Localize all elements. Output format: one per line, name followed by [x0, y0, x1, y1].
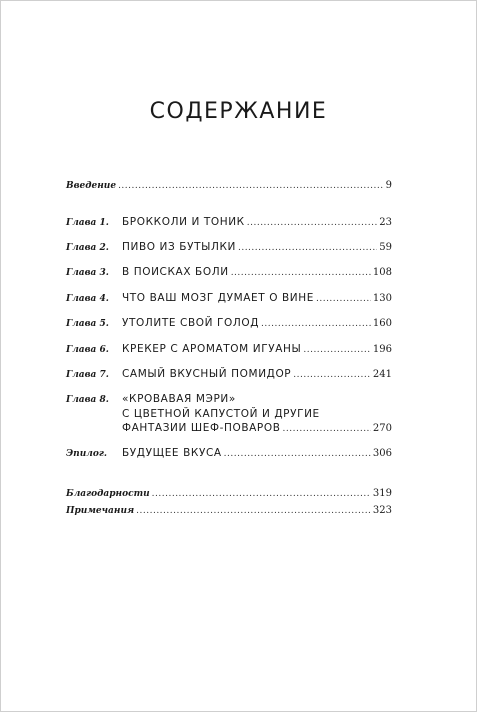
toc-entry-chapter-3[interactable]: [66, 265, 392, 280]
toc-entry-notes[interactable]: [66, 504, 392, 518]
chapter-label: Глава 1.: [66, 218, 109, 228]
dot-leader: [293, 368, 371, 382]
chapter-title-line: С ЦВЕТНОЙ КАПУСТОЙ И ДРУГИЕ: [122, 408, 320, 420]
epilogue-label: Эпилог.: [66, 449, 108, 459]
dot-leader: [283, 422, 371, 436]
chapter-title: КРЕКЕР С АРОМАТОМ ИГУАНЫ: [122, 343, 302, 355]
dot-leader: [152, 487, 371, 501]
page-number: 23: [379, 217, 392, 228]
chapter-8-line-2: [66, 407, 392, 421]
entry-label: Введение: [66, 181, 117, 191]
dot-leader: [238, 241, 377, 255]
chapter-label: Глава 8.: [66, 395, 109, 405]
toc-entry-chapter-8[interactable]: [66, 392, 392, 436]
page-number: 241: [372, 369, 392, 380]
toc-entry-chapter-2[interactable]: [66, 240, 392, 255]
chapter-8-line-1: [66, 392, 392, 407]
dot-leader: [231, 266, 371, 280]
toc-entry-chapter-5[interactable]: [66, 316, 392, 331]
dot-leader: [247, 216, 378, 230]
chapter-title-line: «КРОВАВАЯ МЭРИ»: [122, 393, 236, 405]
toc-entry-chapter-1[interactable]: [66, 215, 392, 230]
dot-leader: [303, 343, 371, 357]
dot-leader: [224, 447, 371, 461]
page-number: 306: [372, 448, 392, 459]
entry-label: Благодарности: [66, 489, 150, 499]
chapter-title-line: ФАНТАЗИИ ШЕФ-ПОВАРОВ: [122, 422, 281, 434]
toc-entry-acknowledgements[interactable]: [66, 487, 392, 501]
toc-entry-chapter-4[interactable]: [66, 291, 392, 306]
toc-entry-epilogue[interactable]: [66, 446, 392, 461]
toc-entry-chapter-6[interactable]: [66, 342, 392, 357]
chapter-title: В ПОИСКАХ БОЛИ: [122, 266, 229, 278]
chapter-8-line-3: [66, 421, 392, 436]
chapter-label: Глава 2.: [66, 243, 109, 253]
epilogue-title: БУДУЩЕЕ ВКУСА: [122, 447, 222, 459]
page-number: 59: [379, 242, 392, 253]
page-title: СОДЕРЖАНИЕ: [149, 98, 328, 124]
chapter-label: Глава 4.: [66, 294, 109, 304]
chapter-title: УТОЛИТЕ СВОЙ ГОЛОД: [122, 317, 260, 329]
dot-leader: [261, 317, 371, 331]
page-number: 160: [372, 318, 392, 329]
toc-entry-chapter-7[interactable]: [66, 367, 392, 382]
dot-leader: [118, 179, 384, 193]
page-number: 130: [372, 293, 392, 304]
chapter-title: САМЫЙ ВКУСНЫЙ ПОМИДОР: [122, 368, 292, 380]
chapter-label: Глава 7.: [66, 370, 109, 380]
chapter-label: Глава 3.: [66, 268, 109, 278]
page-number: 270: [372, 423, 392, 434]
dot-leader: [136, 504, 371, 518]
page-number: 319: [372, 488, 392, 499]
toc-entry-introduction[interactable]: [66, 179, 392, 193]
chapter-title: БРОККОЛИ И ТОНИК: [122, 216, 245, 228]
page-number: 108: [372, 267, 392, 278]
chapter-label: Глава 6.: [66, 345, 109, 355]
page-number: 323: [372, 505, 392, 516]
chapter-label: Глава 5.: [66, 319, 109, 329]
entry-label: Примечания: [66, 506, 135, 516]
chapter-title: ПИВО ИЗ БУТЫЛКИ: [122, 241, 236, 253]
page-number: 196: [372, 344, 392, 355]
chapter-title: ЧТО ВАШ МОЗГ ДУМАЕТ О ВИНЕ: [122, 292, 314, 304]
dot-leader: [316, 292, 371, 306]
page-number: 9: [385, 180, 392, 191]
